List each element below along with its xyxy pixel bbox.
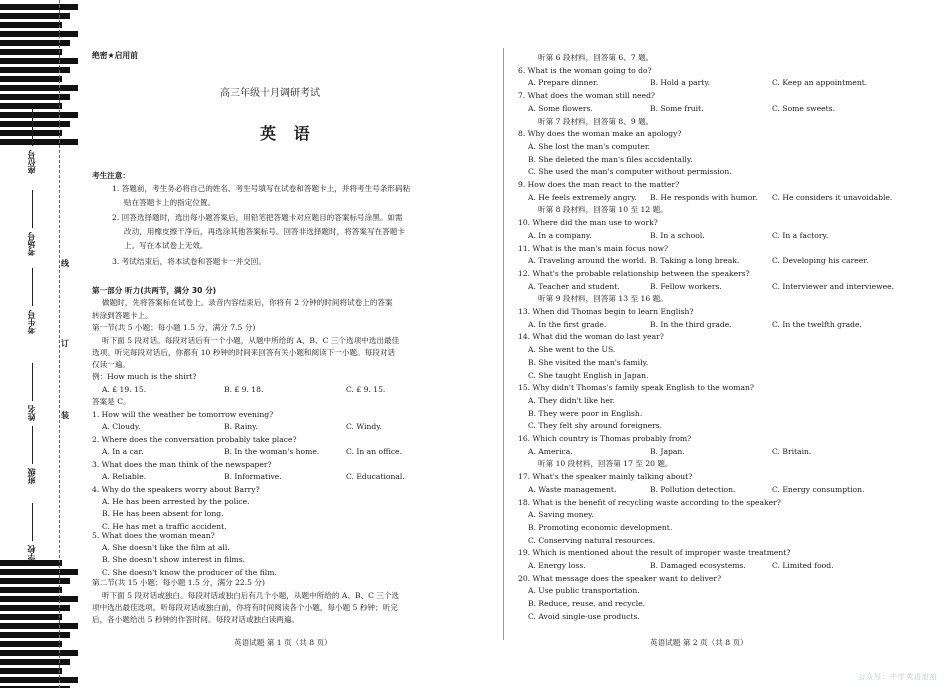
binding-field-line	[32, 363, 33, 401]
answer-option: B. In a school.	[650, 230, 705, 240]
question-stem: 12. What's the probable relationship between the speakers?	[518, 268, 750, 278]
question-stem: 6. What is the woman going to do?	[518, 65, 652, 75]
column-divider	[503, 48, 504, 640]
question-stem: 10. Where did the man use to work?	[518, 218, 658, 228]
section2-intro: 后，各小题给出 5 秒钟的作答时间。每段对话或独白读两遍。	[92, 615, 300, 624]
answer-option: A. Saving money.	[528, 510, 594, 520]
part1-intro: 转涂到答题卡上。	[92, 311, 153, 320]
answer-option: C. In a factory.	[772, 230, 829, 240]
binding-field-line	[32, 503, 33, 541]
question-stem: 16. Which country is Thomas probably from?	[518, 434, 692, 443]
notice-title: 考生注意：	[92, 171, 130, 180]
answer-option: C. Some sweets.	[772, 103, 835, 113]
question-stem: 1. How will the weather be tomorrow evening?	[92, 410, 274, 419]
binding-field-label: 学校	[27, 545, 36, 561]
answer-option: B. Damaged ecosystems.	[650, 561, 746, 570]
answer-option: C. In an office.	[346, 447, 403, 456]
example-answer: 答案是 C。	[92, 397, 131, 406]
binding-stripe	[0, 139, 78, 145]
binding-strip	[0, 0, 78, 688]
question-stem: 11. What is the man's main focus now?	[518, 243, 669, 253]
answer-option: A. In a company.	[528, 230, 592, 240]
section1-title: 第一节(共 5 小题；每小题 1.5 分，满分 7.5 分)	[92, 323, 256, 332]
question-stem: 2. Where does the conversation probably take place?	[92, 435, 297, 444]
notice-line: 1. 答题前，考生务必将自己的姓名、考生号填写在试卷和答题卡上，并将考生号条形码粘	[112, 184, 411, 193]
binding-mark: 装	[61, 411, 69, 420]
binding-stripe	[0, 22, 62, 28]
example-option: B. £ 9. 18.	[224, 385, 264, 394]
binding-field-label: 姓名	[27, 405, 36, 421]
answer-option: C. Conserving natural resources.	[528, 535, 656, 545]
question-stem: 20. What message does the speaker want to deliver?	[518, 573, 722, 583]
answer-option: C. She used the man's computer without permission.	[528, 167, 732, 177]
binding-stripe	[0, 112, 78, 118]
binding-stripe	[0, 587, 62, 593]
answer-option: A. Some flowers.	[528, 103, 593, 113]
answer-option: B. Rainy.	[224, 422, 258, 431]
answer-option: C. Keep an appointment.	[772, 78, 868, 88]
confidential-label: 绝密★启用前	[92, 51, 138, 60]
exam-title: 高三年级十月调研考试	[220, 88, 320, 99]
answer-option: A. Use public transportation.	[528, 586, 640, 596]
binding-stripe	[0, 103, 62, 109]
question-stem: 5. What does the woman mean?	[92, 531, 215, 540]
answer-option: C. Educational.	[346, 472, 405, 481]
answer-option: B. Promoting economic development.	[528, 522, 673, 532]
material-instruction: 听第 6 段材料，回答第 6、7 题。	[538, 53, 654, 62]
notice-line: 贴在答题卡上的指定位置。	[124, 198, 216, 207]
binding-stripe	[0, 58, 78, 64]
answer-option: B. He responds with humor.	[650, 192, 758, 202]
question-stem: 18. What is the benefit of recycling waste according to the speaker?	[518, 497, 781, 507]
answer-option: C. In the twelfth grade.	[772, 319, 862, 329]
binding-stripe	[0, 623, 78, 629]
material-instruction: 听第 7 段材料，回答第 8、9 题。	[538, 116, 654, 126]
binding-stripe	[0, 596, 78, 602]
binding-stripe	[0, 614, 62, 620]
section2-title: 第二节(共 15 小题；每小题 1.5 分，满分 22.5 分)	[92, 578, 265, 587]
example-option: A. £ 19. 15.	[102, 385, 147, 394]
answer-option: B. Hold a party.	[650, 78, 711, 88]
answer-option: C. Limited food.	[772, 561, 834, 570]
question-stem: 4. Why do the speakers worry about Barry?	[92, 485, 260, 494]
question-stem: 17. What's the speaker mainly talking about?	[518, 472, 693, 482]
answer-option: A. Cloudy.	[102, 422, 141, 431]
binding-field-line	[32, 426, 33, 464]
binding-field-label: 班级	[27, 468, 36, 484]
answer-option: A. In the first grade.	[528, 319, 607, 329]
question-stem: 13. When did Thomas begin to learn English?	[518, 307, 694, 316]
question-stem: 3. What does the man think of the newspaper?	[92, 460, 272, 469]
answer-option: A. She lost the man's computer.	[528, 141, 651, 151]
binding-field-line	[32, 190, 33, 228]
section1-intro: 选项。听完每段对话后，你都有 10 秒钟的时间来回答有关小题和阅读下一小题。每段对话	[92, 348, 396, 357]
answer-option: B. They were poor in English.	[528, 408, 643, 418]
binding-stripe	[0, 49, 62, 55]
answer-option: C. Developing his career.	[772, 256, 869, 266]
answer-option: C. Britain.	[772, 446, 812, 456]
answer-option: B. She doesn't show interest in films.	[102, 555, 246, 565]
answer-option: B. Japan.	[650, 446, 685, 456]
footer-page-1: 英语试题 第 1 页（共 8 页）	[234, 638, 332, 647]
answer-option: B. He has been absent for long.	[102, 509, 224, 519]
binding-stripe	[0, 668, 62, 674]
notice-line: 改动，用橡皮擦干净后，再选涂其他答案标号。回答非选择题时，将答案写在答题卡	[124, 227, 405, 236]
answer-option: A. Reliable.	[102, 472, 147, 481]
example-question: 例：How much is the shirt?	[92, 372, 197, 381]
answer-option: A. Teacher and student.	[528, 281, 620, 291]
answer-option: B. Reduce, reuse, and recycle.	[528, 599, 646, 609]
answer-option: C. She doesn't know the producer of the film.	[102, 567, 277, 577]
binding-field-line	[32, 108, 33, 146]
answer-option: B. Pollution detection.	[650, 484, 736, 494]
subject-title: 英 语	[260, 124, 316, 143]
answer-option: A. Traveling around the world.	[528, 256, 647, 266]
answer-option: A. She doesn't like the film at all.	[102, 543, 230, 552]
section1-intro: 听下面 5 段对话。每段对话后有一个小题，从题中所给的 A、B、C 三个选项中选出最佳	[102, 336, 400, 345]
question-stem: 7. What does the woman still need?	[518, 91, 655, 101]
binding-field-line	[32, 268, 33, 306]
binding-stripe	[0, 650, 78, 656]
binding-stripe	[0, 677, 78, 683]
binding-mark: 线	[61, 259, 69, 268]
binding-stripe	[0, 31, 78, 37]
notice-line: 3. 考试结束后，将本试卷和答题卡一并交回。	[112, 257, 266, 266]
material-instruction: 听第 10 段材料，回答第 17 至 20 题。	[538, 459, 673, 469]
footer-page-2: 英语试题 第 2 页（共 8 页）	[650, 638, 748, 647]
answer-option: B. Fellow workers.	[650, 281, 722, 291]
answer-option: A. She went to the US.	[528, 345, 616, 355]
binding-stripe	[0, 569, 78, 575]
example-option: C. £ 9. 15.	[346, 385, 386, 394]
answer-option: A. In a car.	[102, 447, 144, 456]
material-instruction: 听第 9 段材料，回答第 13 至 16 题。	[538, 294, 668, 304]
binding-stripe	[0, 76, 62, 82]
answer-option: C. Interviewer and interviewee.	[772, 281, 894, 291]
question-stem: 8. Why does the woman make an apology?	[518, 129, 682, 139]
question-stem: 19. Which is mentioned about the result of improper waste treatment?	[518, 548, 791, 558]
binding-stripe	[0, 130, 62, 136]
answer-option: A. They didn't like her.	[528, 395, 616, 405]
watermark: 公众号：中学英语甜甜	[858, 673, 938, 681]
answer-option: C. He considers it unavoidable.	[772, 192, 893, 202]
answer-option: B. She deleted the man's files accidentally.	[528, 154, 693, 164]
answer-option: C. Windy.	[346, 422, 382, 431]
binding-stripe	[0, 641, 62, 647]
binding-field-label: 座位号	[27, 150, 36, 174]
binding-field-label: 考场号	[27, 232, 36, 256]
binding-mark: 订	[61, 339, 69, 348]
answer-option: A. Prepare dinner.	[528, 78, 599, 88]
material-instruction: 听第 8 段材料，回答第 10 至 12 题。	[538, 205, 668, 215]
question-stem: 9. How does the man react to the matter?	[518, 180, 680, 189]
question-stem: 14. What did the woman do last year?	[518, 332, 664, 342]
question-stem: 15. Why didn't Thomas's family speak English to the woman?	[518, 383, 754, 393]
part1-intro: 做题时，先将答案标在试卷上。录音内容结束后，你将有 2 分钟的时间将试卷上的答案	[102, 298, 393, 307]
answer-option: B. In the woman's home.	[224, 447, 320, 456]
answer-option: A. America.	[528, 446, 573, 456]
section2-intro: 项中选出最佳选项。听每段对话或独白前，你将有时间阅读各个小题，每小题 5 秒钟；听完	[92, 603, 398, 612]
part1-title: 第一部分 听力(共两节，满分 30 分)	[92, 286, 217, 295]
answer-option: A. He has been arrested by the police.	[102, 497, 250, 506]
answer-option: A. Energy loss.	[528, 561, 586, 570]
answer-option: A. Waste management.	[528, 484, 617, 494]
answer-option: B. Informative.	[224, 472, 282, 481]
binding-field-label: 考生号	[27, 310, 36, 334]
notice-line: 2. 回答选择题时，选出每小题答案后，用铅笔把答题卡对应题目的答案标号涂黑。如需	[112, 213, 403, 222]
binding-stripe	[0, 85, 78, 91]
answer-option: B. She visited the man's family.	[528, 357, 649, 367]
answer-option: C. Avoid single-use products.	[528, 611, 640, 621]
section2-intro: 听下面 5 段对话或独白。每段对话或独白后有几个小题，从题中所给的 A、B、C 三个选	[102, 591, 400, 600]
answer-option: B. In the third grade.	[650, 319, 732, 329]
answer-option: B. Some fruit.	[650, 103, 704, 113]
answer-option: A. He feels extremely angry.	[528, 192, 637, 202]
section1-intro: 仅读一遍。	[92, 360, 130, 369]
answer-option: C. She taught English in Japan.	[528, 370, 649, 380]
answer-option: C. He has met a traffic accident.	[102, 521, 227, 531]
answer-option: C. Energy consumption.	[772, 484, 865, 494]
answer-option: C. They felt shy around foreigners.	[528, 421, 663, 431]
binding-stripe	[0, 4, 78, 10]
answer-option: B. Taking a long break.	[650, 256, 740, 266]
cut-line	[59, 0, 60, 688]
notice-line: 上。写在本试卷上无效。	[124, 241, 208, 250]
